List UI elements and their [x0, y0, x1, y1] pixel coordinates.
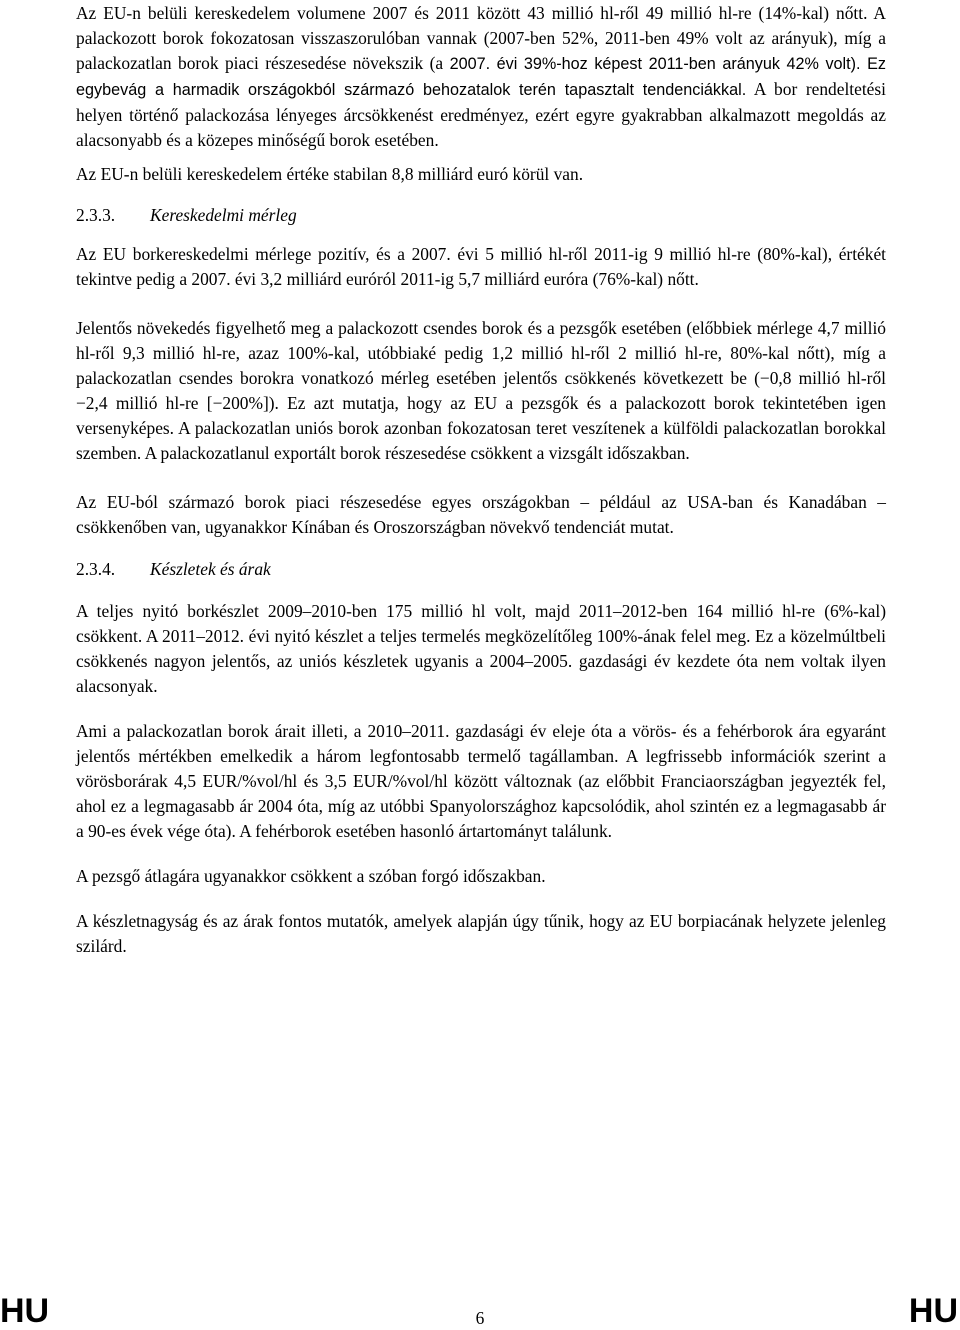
paragraph-trade-volume-part2: 2007. évi 39%-hoz képest 2011-ben arányuk 42% volt). Ez egybevág a harmadik országokból származó behozatalok terén tapasztalt tendenciákkal.	[76, 54, 886, 99]
paragraph-prices: Ami a palackozatlan borok árait illeti, a 2010–2011. gazdasági év eleje óta a vörös- és a fehérborok ára egyaránt jelentős mértékben emelkedik a három legfontosabb termelő tagállamban. A legfrissebb információk szerint a vörösborárak 4,5 EUR/%vol/hl és 3,5 EUR/%vol/hl között változnak (az előbbit Franciaországban jegyezték fel, ahol ez a legmagasabb ár 2004 óta, míg az utóbbi Spanyolországhoz kapcsolódik, ahol szintén ez a legmagasabb ár a 90-es évek vége óta). A fehérborok esetében hasonló ártartományt találunk.	[76, 721, 886, 841]
paragraph-trade-value: Az EU-n belüli kereskedelem értéke stabilan 8,8 milliárd euró körül van.	[76, 164, 584, 185]
section-number: 2.3.3.	[76, 205, 116, 226]
paragraph-opening-stocks: A teljes nyitó borkészlet 2009–2010-ben 175 millió hl volt, majd 2011–2012-ben 164 millió hl-re (6%-kal) csökkent. A 2011–2012. évi nyitó készlet a teljes termelés megközelítőleg 100%-ának felel meg. Ez a közelmúltbeli csökkenés nagyon jelentős, az uniós készletek ugyanis a 2004–2005. gazdasági év kezdete óta nem voltak ilyen alacsonyak.	[76, 601, 886, 697]
section-number: 2.3.4.	[76, 559, 116, 580]
paragraph-growth: Jelentős növekedés figyelhető meg a palackozott csendes borok és a pezsgők esetében (előbbiek mérlege 4,7 millió hl-ről 9,3 millió hl-re, azaz 100%-kal, utóbbiaké pedig 1,2 millió hl-ről 2 millió hl-re, 80%-kal nőtt), míg a palackozatlan csendes borokra vonatkozó mérleg esetében jelentős csökkenés következett be (−0,8 millió hl-ről −2,4 millió hl-re [−200%]). Ez azt mutatja, hogy az EU a pezsgők és a palackozott borok tekintetében igen versenyképes. A palackozatlan uniós borok azonban fokozatosan teret veszítenek a külföldi palackozatlan borokkal szemben. A palackozatlanul exportált borok részesedése csökkent a vizsgált időszakban.	[76, 318, 886, 463]
paragraph-trade-volume	[76, 1, 886, 152]
paragraph-market-share: Az EU-ból származó borok piaci részesedése egyes országokban – például az USA-ban és Kanadában – csökkenőben van, ugyanakkor Kínában és Oroszországban növekvő tendenciát mutat.	[76, 491, 886, 537]
section-heading-trade-balance	[76, 203, 886, 227]
paragraph-sparkling-price: A pezsgő átlagára ugyanakkor csökkent a szóban forgó időszakban.	[76, 865, 546, 886]
paragraph-trade-balance: Az EU borkereskedelmi mérlege pozitív, és a 2007. évi 5 millió hl-ről 2011-ig 9 millió hl-re (80%-kal), értékét tekintve pedig a 2007. évi 3,2 milliárd euróról 2011-ig 5,7 milliárd euróra (76%-kal) nőtt.	[76, 244, 886, 290]
footer-language-code-left: HU	[0, 1292, 50, 1330]
document-body	[76, 0, 886, 959]
page-number: 6	[475, 1308, 485, 1328]
section-title: Készletek és árak	[150, 559, 271, 580]
paragraph-trade-volume-part3: A bor rendeltetési helyen történő palackozása lényeges árcsökkenést eredményez, ezért egyre gyakrabban alkalmazott megoldás az alacsonyabb és a közepes minőségű borok esetében.	[76, 78, 886, 150]
footer-language-code-right: HU	[908, 1292, 958, 1330]
section-title: Kereskedelmi mérleg	[150, 205, 297, 226]
paragraph-trade-volume-part1: Az EU-n belüli kereskedelem volumene 2007 és 2011 között 43 millió hl-ről 49 millió hl-re (14%-kal) nőtt. A palackozott borok fokozatosan visszaszorulóban vannak (2007-ben 52%, 2011-ben 49% volt az arányuk), míg a palackozatlan borok piaci részesedése növekszik (a	[76, 3, 886, 73]
section-heading-stocks-prices	[76, 557, 886, 581]
paragraph-conclusion: A készletnagyság és az árak fontos mutatók, amelyek alapján úgy tűnik, hogy az EU borpiacának helyzete jelenleg szilárd.	[76, 911, 886, 957]
